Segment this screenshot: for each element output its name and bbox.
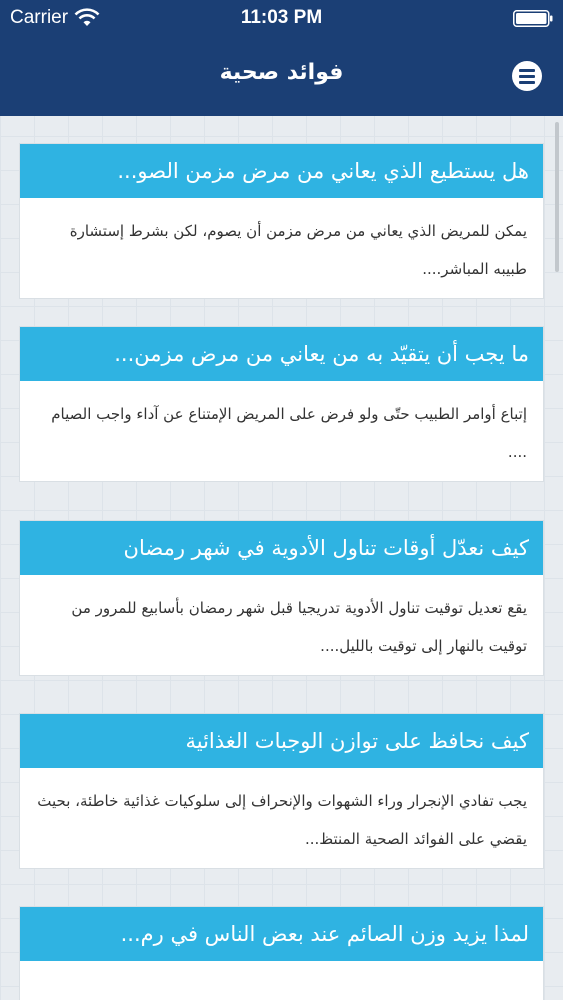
card-body: يمكن للمريض الذي يعاني من مرض مزمن أن يصوم، لكن بشرط إستشارة طبيبه المباشر.... [69, 222, 527, 278]
menu-icon[interactable] [512, 61, 542, 91]
card-4[interactable] [19, 713, 544, 869]
scrollbar[interactable] [555, 122, 559, 272]
card-3[interactable] [19, 520, 544, 676]
cards-list[interactable] [0, 116, 563, 1000]
top-bar [0, 0, 563, 116]
status-bar [0, 0, 563, 36]
card-title: كيف نحافظ على توازن الوجبات الغذائية [20, 714, 543, 768]
nav-bar [0, 36, 563, 116]
status-time: 11:03 PM [240, 7, 323, 28]
card-title: لمذا يزيد وزن الصائم عند بعض الناس في رم... [20, 907, 543, 961]
page-title: فوائد صحية [219, 60, 344, 85]
card-body: يقع تعديل توقيت تناول الأدوية تدريجيا قبل شهر رمضان بأسابيع للمرور من توقيت بالنهار إلى توقيت بالليل.... [71, 599, 527, 655]
card-body [20, 961, 543, 1000]
card-5[interactable] [19, 906, 544, 1000]
card-body: إتباع أوامر الطبيب حتّى ولو فرض على المريض الإمتناع عن آداء واجب الصيام .... [51, 405, 527, 461]
card-title: كيف نعدّل أوقات تناول الأدوية في شهر رمضان [20, 521, 543, 575]
card-body: يجب تفادي الإنجرار وراء الشهوات والإنحراف إلى سلوكيات غذائية خاطئة، بحيث يقضي على الفوائد الصحية المنتظ... [37, 792, 527, 848]
card-2[interactable] [19, 326, 544, 482]
card-title: هل يستطيع الذي يعاني من مرض مزمن الصو... [20, 144, 543, 198]
card-1[interactable] [19, 143, 544, 299]
battery-icon [513, 10, 553, 27]
carrier-label: Carrier [10, 7, 69, 28]
card-title: ما يجب أن يتقيّد به من يعاني من مرض مزمن... [20, 327, 543, 381]
